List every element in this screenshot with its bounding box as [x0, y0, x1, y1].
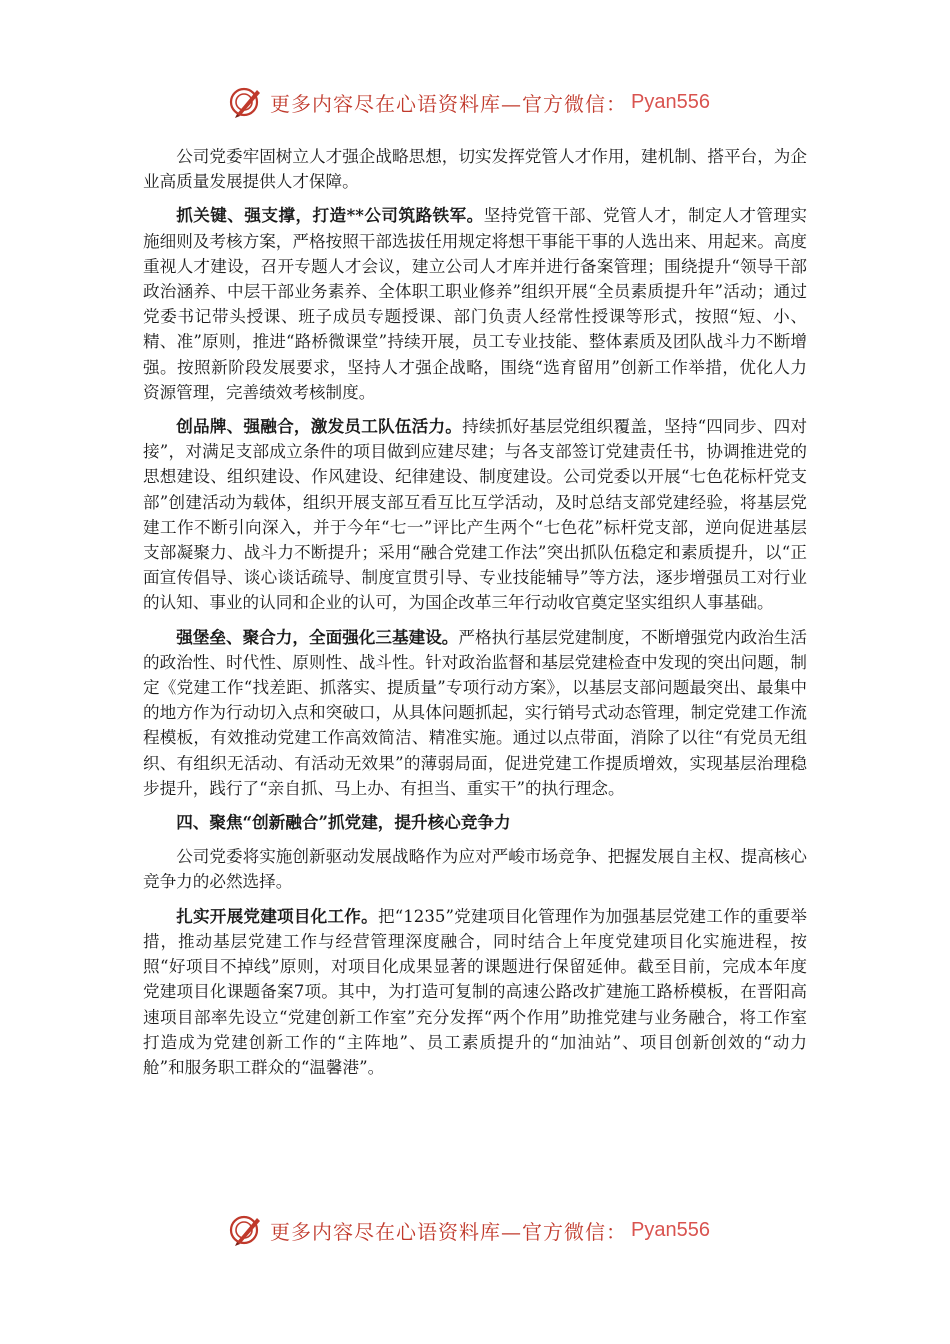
paragraph-talent — [143, 203, 807, 405]
header-banner — [228, 82, 748, 122]
paragraph-project-lead: 扎实开展党建项目化工作。 — [176, 905, 378, 926]
footer-banner — [228, 1210, 748, 1250]
paragraph-innovation-intro: 公司党委将实施创新驱动发展战略作为应对严峻市场竞争、把握发展自主权、提高核心竞争力的必然选择。 — [143, 847, 807, 892]
paragraph-talent-body: 坚持党管干部、党管人才，制定人才管理实施细则及考核方案，严格按照干部选拔任用规定将想干事能干事的人选出来、用起来。高度重视人才建设，召开专题人才会议，建立公司人才库并进行备案管理；围绕提升“领导干部政治涵养、中层干部业务素养、全体职工职业修养”组织开展“全员素质提升年”活动；通过党委书记带头授课、班子成员专题授课、部门负责人经常性授课等形式，按照“短、小、精、准”原则，推进“路桥微课堂”持续开展，员工专业技能、整体素质及团队战斗力不断增强。按照新阶段发展要求，坚持人才强企战略，围绕“选育留用”创新工作举措，优化人力资源管理，完善绩效考核制度。 — [143, 206, 808, 402]
paragraph-brand-body: 持续抓好基层党组织覆盖，坚持“四同步、四对接”，对满足支部成立条件的项目做到应建尽建；与各支部签订党建责任书，协调推进党的思想建设、组织建设、作风建设、纪律建设、制度建设。公司党委以开展“七色花标杆党支部”创建活动为载体，组织开展支部互看互比互学活动，及时总结支部党建经验，将基层党建工作不断引向深入，并于今年“七一”评比产生两个“七色花”标杆党支部，逆向促进基层支部凝聚力、战斗力不断提升；采用“融合党建工作法”突出抓队伍稳定和素质提升，以“正面宣传倡导、谈心谈话疏导、制度宣贯引导、专业技能辅导”等方法，逐步增强员工对行业的认知、事业的认同和企业的认可，为国企改革三年行动收官奠定坚实组织人事基础。 — [143, 417, 808, 613]
header-slogan: 更多内容尽在心语资料库—官方微信： — [270, 91, 627, 116]
pen-logo-icon — [228, 84, 264, 120]
paragraph-brand-lead: 创品牌、强融合，激发员工队伍活力。 — [176, 416, 463, 437]
section-heading-4: 四、聚焦“创新融合”抓党建，提升核心竞争力 — [176, 812, 511, 833]
paragraph-fortress — [143, 625, 807, 801]
header-wechat-handle: Pyan556 — [631, 90, 710, 113]
paragraph-intro: 公司党委牢固树立人才强企战略思想，切实发挥党管人才作用，建机制、搭平台，为企业高质量发展提供人才保障。 — [143, 147, 807, 192]
paragraph-project-body: 把“1235”党建项目化管理作为加强基层党建工作的重要举措，推动基层党建工作与经营管理深度融合，同时结合上年度党建项目化实施进程，按照“好项目不掉线”原则，对项目化成果显著的课题进行保留延伸。截至目前，完成本年度党建项目化课题备案7项。其中，为打造可复制的高速公路改扩建施工路桥模板，在晋阳高速项目部率先设立“党建创新工作室”充分发挥“两个作用”助推党建与业务融合，将工作室打造成为党建创新工作的“主阵地”、员工素质提升的“加油站”、项目创新创效的“动力舱”和服务职工群众的“温馨港”。 — [143, 906, 807, 1077]
paragraph-fortress-lead: 强堡垒、聚合力，全面强化三基建设。 — [176, 626, 459, 647]
paragraph-fortress-body: 严格执行基层党建制度，不断增强党内政治生活的政治性、时代性、原则性、战斗性。针对政治监督和基层党建检查中发现的突出问题，制定《党建工作“找差距、抓落实、提质量”专项行动方案》，以基层支部问题最突出、最集中的地方作为行动切入点和突破口，从具体问题抓起，实行销号式动态管理，制定党建工作流程模板，有效推动党建工作高效简洁、精准实施。通过以点带面，消除了以往“有党员无组织、有组织无活动、有活动无效果”的薄弱局面，促进党建工作提质增效，实现基层治理稳步提升，践行了“亲自抓、马上办、有担当、重实干”的执行理念。 — [143, 627, 808, 798]
pen-logo-icon — [228, 1212, 264, 1248]
footer-slogan: 更多内容尽在心语资料库—官方微信： — [270, 1219, 627, 1244]
footer-wechat-handle: Pyan556 — [631, 1218, 710, 1241]
document-body — [143, 144, 807, 1089]
paragraph-project — [143, 904, 807, 1080]
paragraph-brand — [143, 414, 807, 616]
paragraph-talent-lead: 抓关键、强支撑，打造**公司筑路铁军。 — [176, 205, 484, 226]
